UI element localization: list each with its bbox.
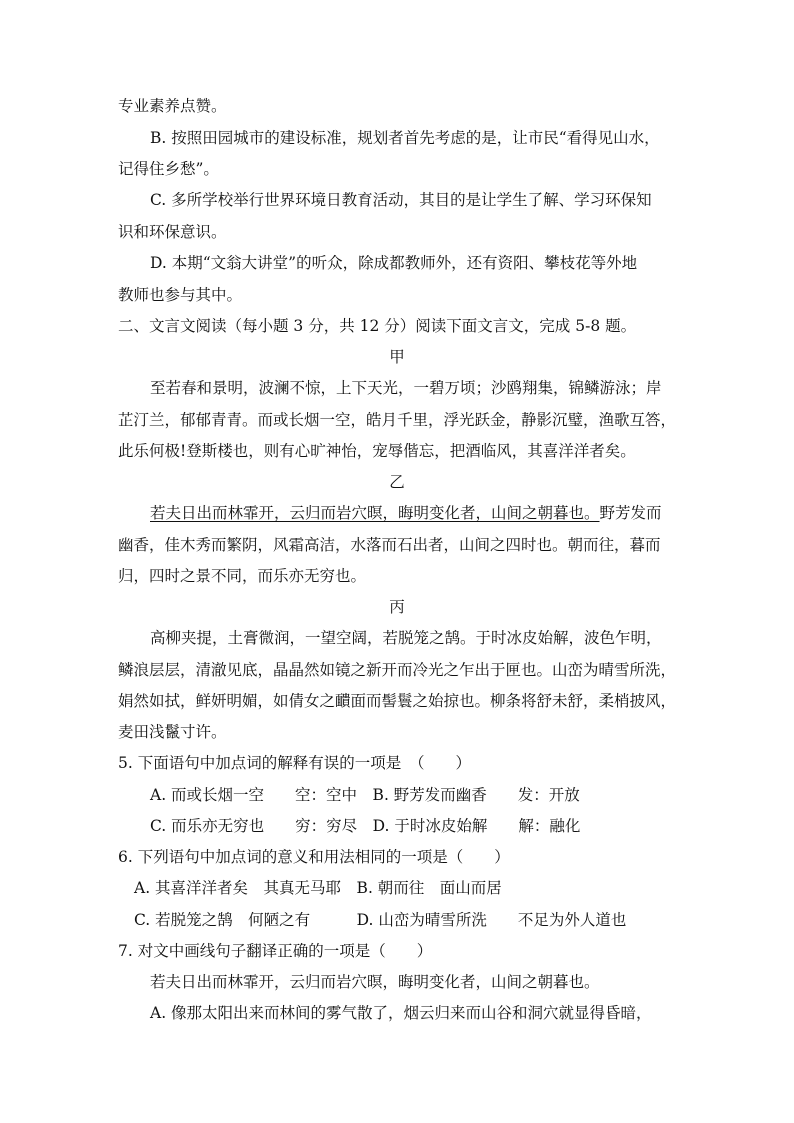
question-5: 5. 下面语句中加点词的解释有误的一项是 （ ） [118, 754, 471, 772]
question-6-options-cd: C. 若脱笼之鹄 何陋之有 D. 山峦为晴雪所洗 不足为外人道也 [134, 911, 627, 929]
text-line: 记得住乡愁”。 [118, 160, 219, 178]
passage-text-line [150, 503, 662, 523]
option-c: C. 多所学校举行世界环境日教育活动，其目的是让学生了解、学习环保知 [150, 191, 652, 209]
passage-label-bing: 丙 [389, 598, 405, 616]
passage-text: 高柳夹提，土膏微润，一望空阔，若脱笼之鹄。于时冰皮始解，波色乍明， [150, 629, 662, 647]
question-5-options-ab: A. 而或长烟一空 空：空中 B. 野芳发而幽香 发：开放 [150, 786, 580, 804]
section-heading: 二、文言文阅读（每小题 3 分，共 12 分）阅读下面文言文，完成 5-8 题。 [118, 317, 637, 335]
question-7-sentence: 若夫日出而林霏开，云归而岩穴暝，晦明变化者，山间之朝暮也。 [150, 973, 600, 991]
passage-text: 麦田浅鬣寸许。 [118, 723, 227, 741]
text-line: 专业素养点赞。 [118, 97, 227, 115]
question-6: 6. 下列语句中加点词的意义和用法相同的一项是（ ） [118, 848, 510, 866]
passage-text: 此乐何极!登斯楼也，则有心旷神怡，宠辱偕忘，把酒临风，其喜洋洋者矣。 [118, 442, 636, 460]
question-7-option-a: A. 像那太阳出来而林间的雾气散了，烟云归来而山谷和洞穴就显得昏暗， [150, 1004, 652, 1022]
passage-text: 至若春和景明，波澜不惊，上下天光，一碧万顷；沙鸥翔集，锦鳞游泳；岸 [150, 379, 662, 397]
passage-text: 鳞浪层层，清澈见底，晶晶然如镜之新开而冷光之乍出于匣也。山峦为晴雪所洗， [118, 661, 677, 679]
underlined-sentence: 若夫日出而林霏开，云归而岩穴暝，晦明变化者，山间之朝暮也。 [150, 504, 600, 522]
question-6-options-ab: A. 其喜洋洋者矣 其真无马耶 B. 朝而往 面山而居 [134, 879, 502, 897]
passage-text: 归，四时之景不同，而乐亦无穷也。 [118, 567, 367, 585]
option-b: B. 按照田园城市的建设标准，规划者首先考虑的是，让市民“看得见山水， [150, 129, 660, 147]
question-5-options-cd: C. 而乐亦无穷也 穷：穷尽 D. 于时冰皮始解 解：融化 [150, 817, 581, 835]
passage-text: 野芳发而 [599, 504, 662, 522]
passage-text: 芷汀兰，郁郁青青。而或长烟一空，皓月千里，浮光跃金，静影沉璧，渔歌互答， [118, 411, 677, 429]
passage-label-jia: 甲 [389, 348, 405, 366]
text-line: 识和环保意识。 [118, 223, 227, 241]
option-d: D. 本期“文翁大讲堂”的听众，除成都教师外，还有资阳、攀枝花等外地 [150, 254, 638, 272]
passage-text: 幽香，佳木秀而繁阴，风霜高洁，水落而石出者，山间之四时也。朝而往，暮而 [118, 536, 661, 554]
passage-label-yi: 乙 [389, 473, 405, 491]
text-line: 教师也参与其中。 [118, 286, 243, 304]
passage-text: 娟然如拭，鲜妍明媚，如倩女之靧面而髻鬟之始掠也。柳条将舒未舒，柔梢披风， [118, 692, 677, 710]
question-7: 7. 对文中画线句子翻译正确的一项是（ ） [118, 942, 433, 960]
